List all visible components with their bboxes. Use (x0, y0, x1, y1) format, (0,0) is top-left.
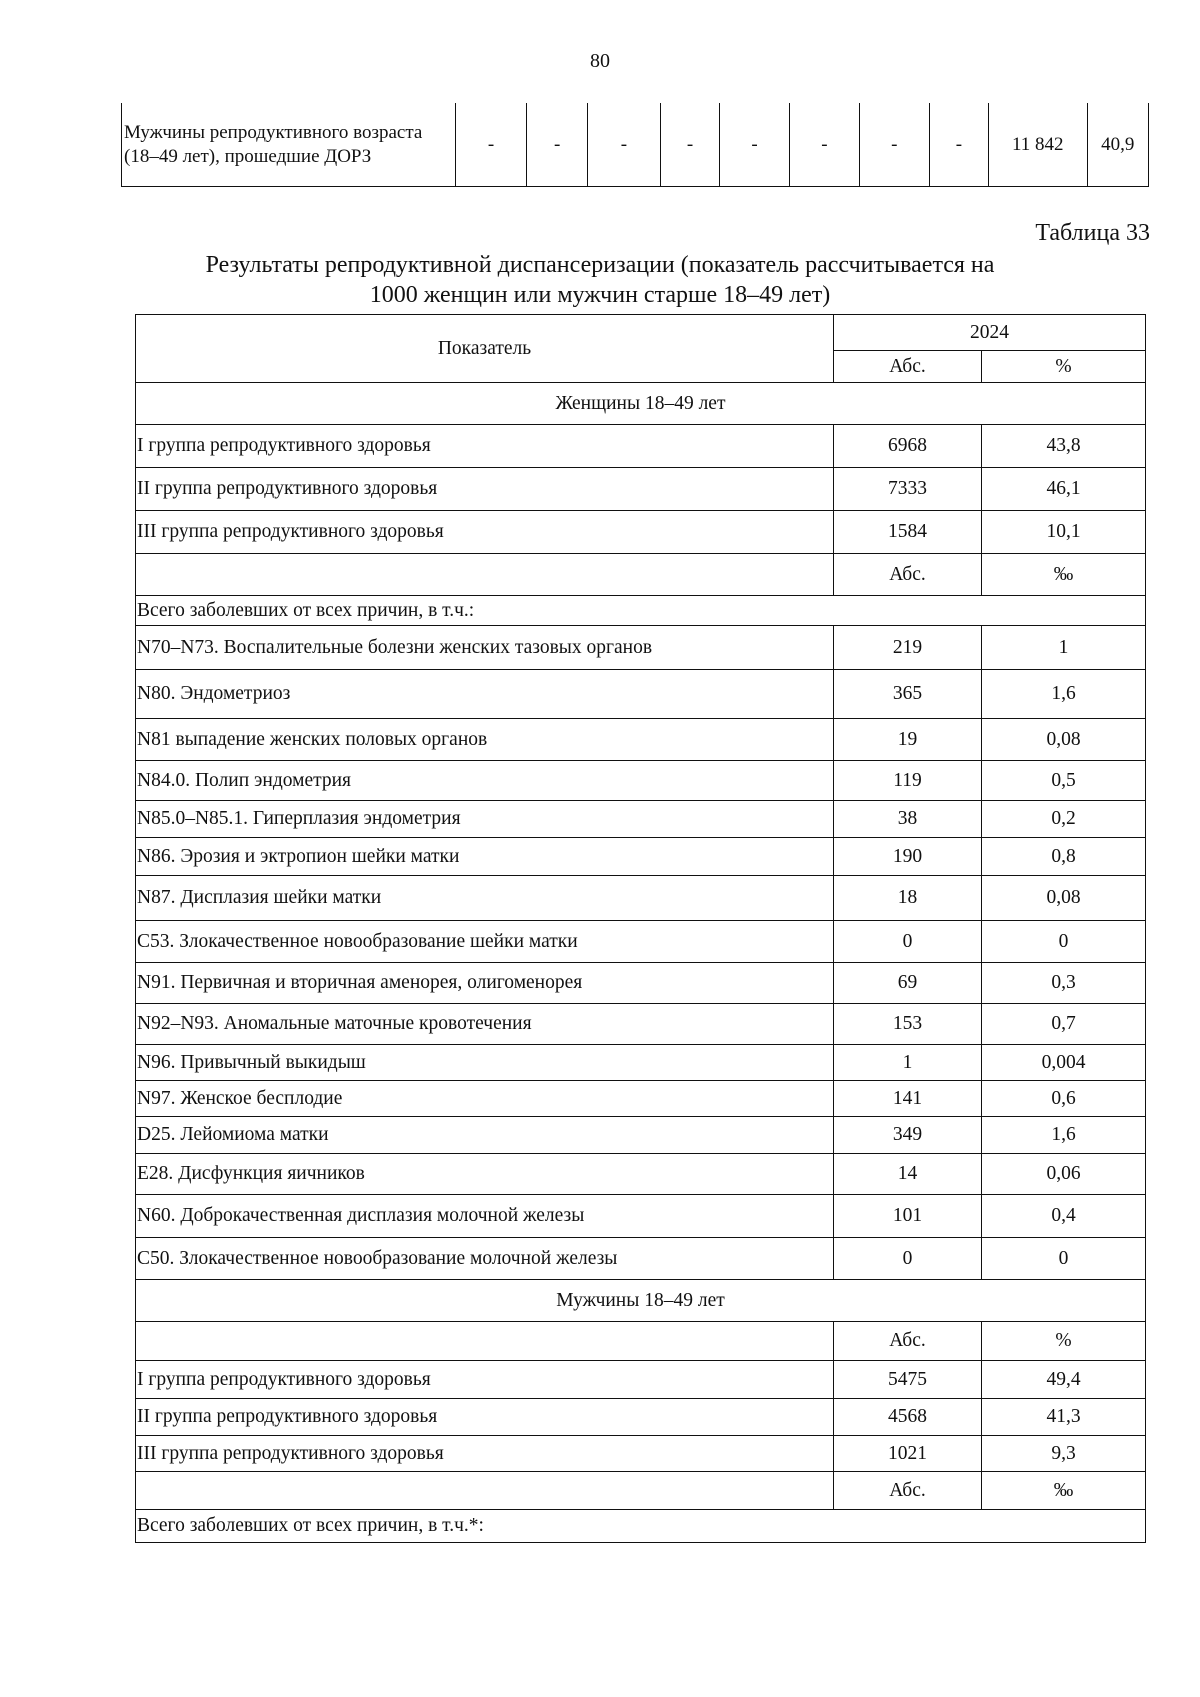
abs-value: 38 (834, 801, 982, 838)
indicator-label: III группа репродуктивного здоровья (136, 1436, 834, 1472)
table-row (136, 719, 1146, 761)
abs-value: 1584 (834, 511, 982, 554)
permille-value: 1,6 (982, 670, 1146, 719)
value-cell: - (859, 103, 929, 187)
permille-value: 1,6 (982, 1117, 1146, 1154)
section-women: Женщины 18–49 лет (136, 383, 1146, 425)
header-year: 2024 (834, 315, 1146, 351)
permille-value: 0,6 (982, 1081, 1146, 1117)
table-row (136, 425, 1146, 468)
abs-value: 6968 (834, 425, 982, 468)
reproductive-results-table (135, 314, 1146, 1543)
abs-value: 365 (834, 670, 982, 719)
subheader-row (136, 554, 1146, 596)
page-number: 80 (590, 50, 610, 72)
indicator-label: N70–N73. Воспалительные болезни женских тазовых органов (136, 626, 834, 670)
indicator-label: E28. Дисфункция яичников (136, 1154, 834, 1195)
permille-value: 0 (982, 921, 1146, 963)
header-row (136, 315, 1146, 351)
table-row (136, 468, 1146, 511)
indicator-label: III группа репродуктивного здоровья (136, 511, 834, 554)
permille-value: 0,3 (982, 963, 1146, 1004)
value-cell: 11 842 (989, 103, 1087, 187)
abs-value: 1 (834, 1045, 982, 1081)
value-cell: - (455, 103, 527, 187)
table-caption: Таблица 33 (1035, 220, 1150, 246)
abs-value: 5475 (834, 1361, 982, 1399)
abs-value: 19 (834, 719, 982, 761)
table-row (136, 963, 1146, 1004)
indicator-label: N92–N93. Аномальные маточные кровотечения (136, 1004, 834, 1045)
pct-value: 46,1 (982, 468, 1146, 511)
pct-value: 49,4 (982, 1361, 1146, 1399)
indicator-label: D25. Лейомиома матки (136, 1117, 834, 1154)
value-cell: - (527, 103, 587, 187)
table-row (136, 801, 1146, 838)
subheader-permille: ‰ (982, 554, 1146, 596)
section-row (136, 383, 1146, 425)
abs-value: 4568 (834, 1399, 982, 1436)
indicator-label: N84.0. Полип эндометрия (136, 761, 834, 801)
empty-cell (136, 1322, 834, 1361)
empty-cell (136, 1472, 834, 1510)
table-row (136, 838, 1146, 876)
header-pct: % (982, 351, 1146, 383)
table-row (136, 626, 1146, 670)
permille-value: 0,08 (982, 876, 1146, 921)
value-cell: - (660, 103, 719, 187)
permille-value: 0,004 (982, 1045, 1146, 1081)
total-label: Всего заболевших от всех причин, в т.ч.*: (136, 1510, 1146, 1543)
indicator-label: N97. Женское бесплодие (136, 1081, 834, 1117)
abs-value: 18 (834, 876, 982, 921)
table-row (136, 670, 1146, 719)
table-row (136, 761, 1146, 801)
subheader-row (136, 1472, 1146, 1510)
pct-value: 9,3 (982, 1436, 1146, 1472)
permille-value: 0,08 (982, 719, 1146, 761)
indicator-label: N96. Привычный выкидыш (136, 1045, 834, 1081)
indicator-label: II группа репродуктивного здоровья (136, 1399, 834, 1436)
total-row (136, 596, 1146, 626)
empty-cell (136, 554, 834, 596)
abs-value: 219 (834, 626, 982, 670)
permille-value: 0,8 (982, 838, 1146, 876)
permille-value: 0,5 (982, 761, 1146, 801)
abs-value: 1021 (834, 1436, 982, 1472)
abs-value: 14 (834, 1154, 982, 1195)
permille-value: 0,2 (982, 801, 1146, 838)
table-title (0, 250, 1200, 310)
permille-value: 0,4 (982, 1195, 1146, 1238)
table-row (136, 876, 1146, 921)
indicator-label: N86. Эрозия и эктропион шейки матки (136, 838, 834, 876)
row-label: Мужчины репродуктивного возраста (18–49 лет), прошедшие ДОРЗ (122, 103, 456, 187)
indicator-label: N60. Доброкачественная дисплазия молочной железы (136, 1195, 834, 1238)
abs-value: 0 (834, 1238, 982, 1280)
subheader-permille: ‰ (982, 1472, 1146, 1510)
table-row (136, 1045, 1146, 1081)
table-row (136, 1154, 1146, 1195)
abs-value: 349 (834, 1117, 982, 1154)
abs-value: 101 (834, 1195, 982, 1238)
total-row (136, 1510, 1146, 1543)
subheader-abs: Абс. (834, 1322, 982, 1361)
total-label: Всего заболевших от всех причин, в т.ч.: (136, 596, 1146, 626)
abs-value: 141 (834, 1081, 982, 1117)
table-row (136, 1436, 1146, 1472)
value-cell: - (587, 103, 660, 187)
indicator-label: N87. Дисплазия шейки матки (136, 876, 834, 921)
abs-value: 153 (834, 1004, 982, 1045)
indicator-label: II группа репродуктивного здоровья (136, 468, 834, 511)
indicator-label: N91. Первичная и вторичная аменорея, олигоменорея (136, 963, 834, 1004)
section-men: Мужчины 18–49 лет (136, 1280, 1146, 1322)
table-row (136, 1238, 1146, 1280)
abs-value: 119 (834, 761, 982, 801)
indicator-label: I группа репродуктивного здоровья (136, 425, 834, 468)
subheader-abs: Абс. (834, 554, 982, 596)
abs-value: 7333 (834, 468, 982, 511)
indicator-label: I группа репродуктивного здоровья (136, 1361, 834, 1399)
indicator-label: N80. Эндометриоз (136, 670, 834, 719)
abs-value: 69 (834, 963, 982, 1004)
section-row (136, 1280, 1146, 1322)
header-abs: Абс. (834, 351, 982, 383)
pct-value: 41,3 (982, 1399, 1146, 1436)
value-cell: - (790, 103, 860, 187)
table-row (136, 1117, 1146, 1154)
value-cell: - (929, 103, 988, 187)
table-row (136, 921, 1146, 963)
table-row (136, 1081, 1146, 1117)
table-row (136, 1004, 1146, 1045)
table-row (136, 1195, 1146, 1238)
indicator-label: C50. Злокачественное новообразование молочной железы (136, 1238, 834, 1280)
subheader-abs: Абс. (834, 1472, 982, 1510)
permille-value: 1 (982, 626, 1146, 670)
permille-value: 0 (982, 1238, 1146, 1280)
subheader-pct: % (982, 1322, 1146, 1361)
permille-value: 0,06 (982, 1154, 1146, 1195)
pct-value: 10,1 (982, 511, 1146, 554)
indicator-label: C53. Злокачественное новообразование шейки матки (136, 921, 834, 963)
indicator-label: N81 выпадение женских половых органов (136, 719, 834, 761)
value-cell: 40,9 (1087, 103, 1148, 187)
value-cell: - (720, 103, 790, 187)
table-row (122, 103, 1149, 187)
permille-value: 0,7 (982, 1004, 1146, 1045)
header-indicator: Показатель (136, 315, 834, 383)
table-row (136, 1399, 1146, 1436)
table-row (136, 511, 1146, 554)
previous-table-continuation (121, 103, 1149, 187)
indicator-label: N85.0–N85.1. Гиперплазия эндометрия (136, 801, 834, 838)
pct-value: 43,8 (982, 425, 1146, 468)
table-row (136, 1361, 1146, 1399)
subheader-row (136, 1322, 1146, 1361)
abs-value: 0 (834, 921, 982, 963)
abs-value: 190 (834, 838, 982, 876)
table-title-text: Результаты репродуктивной диспансеризации (показатель рассчитывается на 1000 женщин или мужчин старше 18–49 лет) (205, 252, 995, 308)
